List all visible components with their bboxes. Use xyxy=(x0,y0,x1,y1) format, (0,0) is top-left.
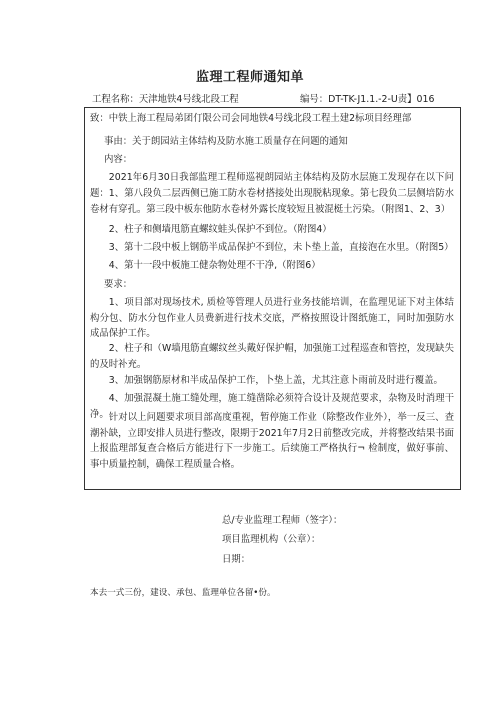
content-label: 内容： xyxy=(104,154,133,165)
recipient-line: 致：中铁上海工程局弟团仃限公司会同地铁4号线北段工程土建2标项目经理部 xyxy=(90,113,412,124)
requirement-item: 3、加强钢筋原材和半成品保护工作，卜垫上盖，尤其注意卜雨前及时进行覆盖。 xyxy=(108,375,443,386)
requirement-item: 2、柱子和（W墙甩筋直螺纹丝头戴好保护帽，加强施工过程巡查和管控，发现缺失的及时补充。 xyxy=(90,343,454,370)
document-title: 监理工程师通知单 xyxy=(195,70,304,85)
project-name: 工程名称：天津地铁4号线北段工程 xyxy=(92,94,239,105)
issue-item: 2、柱子和侧墙甩筋直螺纹蛙头保护不到位。（附图4） xyxy=(108,224,332,235)
serial-number: 编号：DT-TK-J1.1.-2-U责】016 xyxy=(300,94,435,105)
issue-item: 3、第十二段中板上钢筋半成品保护不到位，未卜垫上盖，直接泡在水里。（附图5） xyxy=(108,242,454,253)
closing-paragraph: 针对以上问题要求项目部高度重视，暂停施工作业（除整改作业外），举一反三、查潮补缺，立即安排人员进行整改，限期于2021年7月2日前整改完成，并将整改结果书面上报监理部复查合格后方能进行下一步施工。后续施工严格执行¬ 检制度，做好事前、事中质量控制，确保工程质量合格。 xyxy=(90,412,454,470)
organization-seal: 项目监理机构（公章）： xyxy=(222,534,321,545)
intro-paragraph: 2021年6月30日我部监理工程师巡视朗园站主体结构及防水层施工发现存在以下问题： xyxy=(90,172,454,199)
requirement-item: 4、加强混凝土施工缝处理，施工缝凿除必须符合设计及规范要求，杂物及时消理干净。 xyxy=(90,393,454,420)
subject-line: 事由：关于朗园站主体结构及防水施工质量存在问题的通知 xyxy=(104,136,348,147)
issue-item: 4、第十一段中板施工健杂物处理不干净,（附图6） xyxy=(108,260,321,271)
footnote: 本去一式三份，建设、承包、监理单位各留•份。 xyxy=(90,588,276,598)
engineer-signature: 总/专业监理工程师（签字）： xyxy=(222,515,343,526)
requirements-label: 要求： xyxy=(104,279,133,290)
requirement-item: 1、项目部对现场技术, 质检等管理人员进行业务技能培训，在监理见证下对主体结构分包、防水分包作业人员费新进行技术交底，严格按照设计图纸施工，同时加强防水成品保护工作。 xyxy=(90,297,454,339)
issue-item: 1、第八段负二层西侧已施工防水卷材搭接处出现脱粘现象。第七段负二层侧培防水卷材有穿孔。第三段中板东他防水卷材外露长度较短且被混梃土污染。（附图1、2、3） xyxy=(90,188,454,215)
signature-date: 日期： xyxy=(222,554,251,565)
